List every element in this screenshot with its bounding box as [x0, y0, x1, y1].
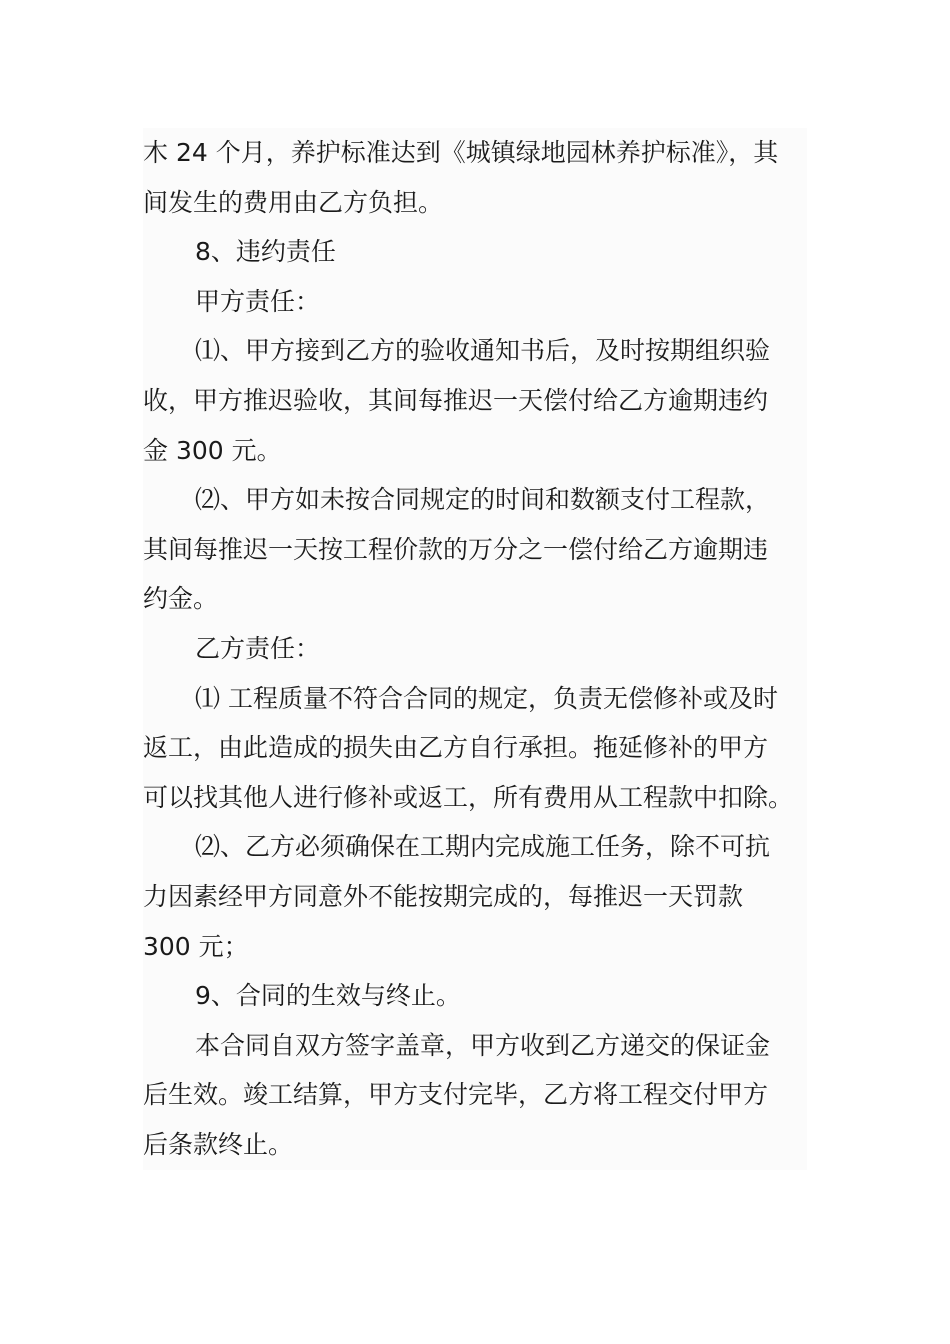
- text-line: 后生效。竣工结算，甲方支付完毕，乙方将工程交付甲方: [143, 1080, 769, 1109]
- contract-text-block: [143, 128, 807, 1170]
- text-line: 返工，由此造成的损失由乙方自行承担。拖延修补的甲方: [143, 733, 769, 762]
- text-line: 后条款终止。: [143, 1130, 294, 1159]
- text-line: 300 元；: [143, 932, 249, 961]
- text-line: ⑵、乙方必须确保在工期内完成施工任务，除不可抗: [195, 832, 771, 861]
- text-line: ⑴ 工程质量不符合合同的规定，负责无偿修补或及时: [195, 684, 778, 713]
- subheading-party-b: 乙方责任：: [195, 634, 321, 663]
- section-heading-effect-termination: 9、合同的生效与终止。: [195, 981, 461, 1010]
- text-line: 力因素经甲方同意外不能按期完成的，每推迟一天罚款: [143, 882, 744, 911]
- subheading-party-a: 甲方责任：: [195, 287, 321, 316]
- text-line: 金 300 元。: [143, 436, 282, 465]
- text-line: ⑴、甲方接到乙方的验收通知书后，及时按期组织验: [195, 336, 771, 365]
- section-heading-breach: 8、违约责任: [195, 237, 336, 266]
- text-line: ⑵、甲方如未按合同规定的时间和数额支付工程款，: [195, 485, 771, 514]
- text-line: 约金。: [143, 584, 219, 613]
- text-line: 可以找其他人进行修补或返工，所有费用从工程款中扣除。: [143, 783, 794, 812]
- text-line: 本合同自双方签字盖章，甲方收到乙方递交的保证金: [195, 1031, 771, 1060]
- text-line: 收，甲方推迟验收，其间每推迟一天偿付给乙方逾期违约: [143, 386, 769, 415]
- text-line: 其间每推迟一天按工程价款的万分之一偿付给乙方逾期违: [143, 535, 769, 564]
- text-line: 间发生的费用由乙方负担。: [143, 188, 444, 217]
- text-line: 木 24 个月，养护标准达到《城镇绿地园林养护标准》，其: [143, 138, 779, 167]
